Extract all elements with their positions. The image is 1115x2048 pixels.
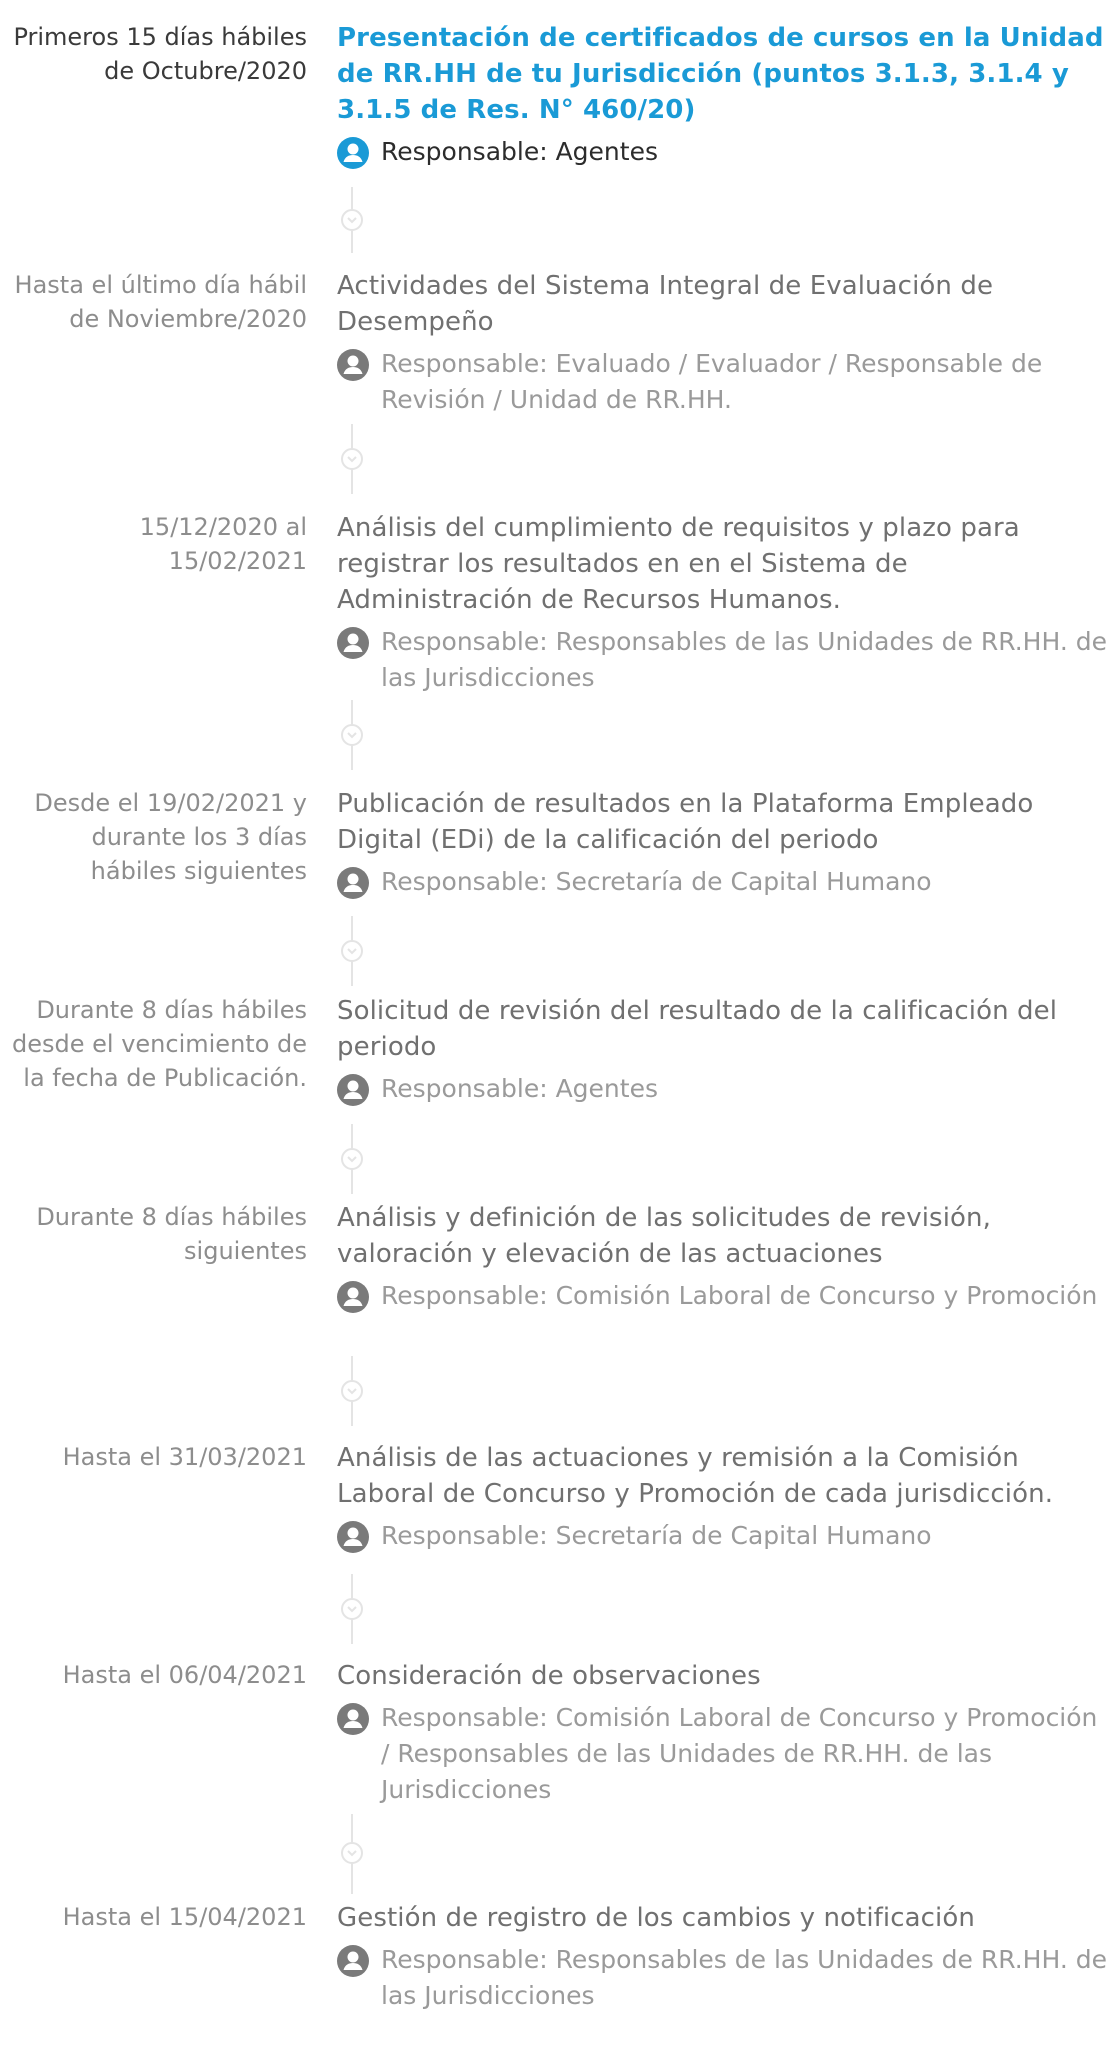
responsible-line — [337, 1071, 1107, 1107]
chevron-down-circle-icon — [341, 448, 363, 470]
responsible-line — [337, 864, 1107, 900]
timeline-connector — [337, 187, 367, 253]
timeline-title[interactable]: Solicitud de revisión del resultado de la calificación del periodo — [337, 996, 1058, 1062]
timeline-date: Hasta el último día hábil de Noviembre/2020 — [14, 271, 307, 333]
responsible-text: Responsable: Comisión Laboral de Concurso y Promoción — [381, 1281, 1098, 1310]
timeline-date: Hasta el 06/04/2021 — [62, 1661, 307, 1689]
user-circle-icon — [337, 1521, 369, 1553]
chevron-down-circle-icon — [341, 1148, 363, 1170]
timeline-connector — [337, 1356, 367, 1426]
chevron-down-circle-icon — [341, 1598, 363, 1620]
timeline-connector — [337, 916, 367, 986]
responsible-line — [337, 346, 1107, 418]
timeline-connector — [337, 1574, 367, 1644]
user-circle-icon — [337, 1281, 369, 1313]
user-circle-icon — [337, 137, 369, 169]
responsible-line — [337, 1278, 1107, 1314]
responsible-text: Responsable: Comisión Laboral de Concurso y Promoción / Responsables de las Unidades de RR.HH. de las Jurisdicciones — [381, 1703, 1098, 1804]
user-circle-icon — [337, 1703, 369, 1735]
timeline-title[interactable]: Presentación de certificados de cursos en la Unidad de RR.HH de tu Jurisdicción (puntos 3.1.3, 3.1.4 y 3.1.5 de Res. N° 460/20) — [337, 23, 1104, 125]
chevron-down-circle-icon — [341, 724, 363, 746]
timeline-date: Durante 8 días hábiles desde el vencimiento de la fecha de Publicación. — [12, 996, 307, 1092]
user-circle-icon — [337, 1945, 369, 1977]
timeline-connector — [337, 1814, 367, 1894]
timeline-date: Durante 8 días hábiles siguientes — [36, 1203, 307, 1265]
responsible-line — [337, 1942, 1107, 2014]
responsible-line — [337, 134, 1107, 170]
chevron-down-circle-icon — [341, 940, 363, 962]
responsible-text: Responsable: Agentes — [381, 1074, 658, 1103]
timeline-title[interactable]: Consideración de observaciones — [337, 1661, 761, 1691]
chevron-down-circle-icon — [341, 1842, 363, 1864]
responsible-line — [337, 1700, 1107, 1808]
timeline-connector — [337, 424, 367, 494]
user-circle-icon — [337, 349, 369, 381]
responsible-text: Responsable: Responsables de las Unidades de RR.HH. de las Jurisdicciones — [381, 1945, 1107, 2010]
timeline-connector — [337, 1124, 367, 1194]
timeline-title[interactable]: Publicación de resultados en la Plataforma Empleado Digital (EDi) de la calificación del periodo — [337, 789, 1034, 855]
responsible-text: Responsable: Secretaría de Capital Humano — [381, 1521, 932, 1550]
responsible-text: Responsable: Evaluado / Evaluador / Responsable de Revisión / Unidad de RR.HH. — [381, 349, 1043, 414]
timeline-connector — [337, 700, 367, 770]
user-circle-icon — [337, 867, 369, 899]
user-circle-icon — [337, 1074, 369, 1106]
chevron-down-circle-icon — [341, 209, 363, 231]
timeline-date: Hasta el 15/04/2021 — [62, 1903, 307, 1931]
timeline-title[interactable]: Análisis del cumplimiento de requisitos y plazo para registrar los resultados en en el Sistema de Administración de Recursos Humanos. — [337, 513, 1020, 615]
responsible-text: Responsable: Responsables de las Unidades de RR.HH. de las Jurisdicciones — [381, 627, 1107, 692]
timeline-title[interactable]: Gestión de registro de los cambios y notificación — [337, 1903, 975, 1933]
responsible-line — [337, 624, 1107, 696]
responsible-text: Responsable: Secretaría de Capital Humano — [381, 867, 932, 896]
timeline-title[interactable]: Análisis y definición de las solicitudes de revisión, valoración y elevación de las actuaciones — [337, 1203, 991, 1269]
timeline-title[interactable]: Actividades del Sistema Integral de Evaluación de Desempeño — [337, 271, 994, 337]
timeline-date: Hasta el 31/03/2021 — [62, 1443, 307, 1471]
responsible-text: Responsable: Agentes — [381, 137, 658, 166]
user-circle-icon — [337, 627, 369, 659]
timeline-date: Primeros 15 días hábiles de Octubre/2020 — [13, 23, 307, 85]
responsible-line — [337, 1518, 1107, 1554]
timeline-date: 15/12/2020 al 15/02/2021 — [139, 513, 307, 575]
timeline-date: Desde el 19/02/2021 y durante los 3 días hábiles siguientes — [34, 789, 307, 885]
timeline-title[interactable]: Análisis de las actuaciones y remisión a la Comisión Laboral de Concurso y Promoción de cada jurisdicción. — [337, 1443, 1054, 1509]
chevron-down-circle-icon — [341, 1380, 363, 1402]
